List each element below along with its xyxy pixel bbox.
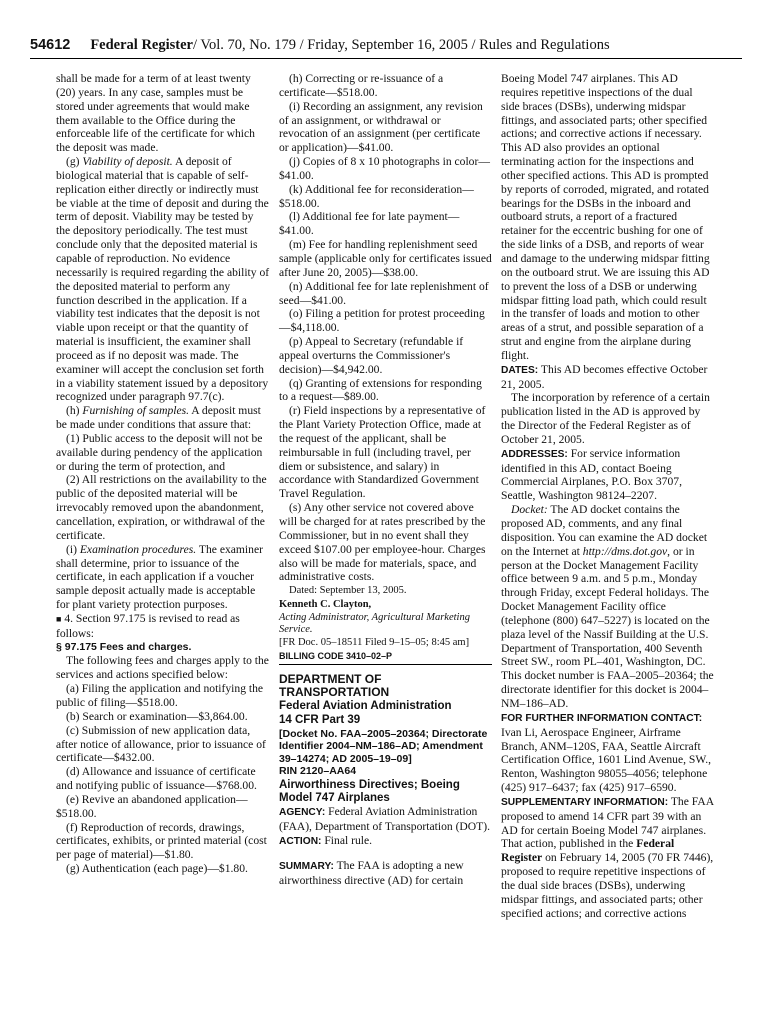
fee-item: (s) Any other service not covered above will be charged for at rates prescribed by the Commissioner, but in no event shall they exceed $107.00 per employee-hour. Charges also will be made for materials, space, and administrative costs.: [279, 501, 486, 584]
action-paragraph: ACTION: Final rule.: [279, 834, 373, 847]
square-bullet-icon: ■: [56, 613, 62, 624]
docket-url[interactable]: http://dms.dot.gov: [582, 544, 668, 558]
paragraph: (1) Public access to the deposit will not be available during pendency of the application or during the term of protection, and: [56, 431, 263, 473]
fee-item: (l) Additional fee for late payment—$41.00.: [279, 210, 460, 238]
fee-item: (a) Filing the application and notifying the public of filing—$518.00.: [56, 682, 264, 709]
label: ACTION:: [279, 836, 322, 847]
paragraph-furnishing: (h) Furnishing of samples. A deposit must be made under conditions that assure that:: [56, 404, 261, 432]
summary-paragraph: SUMMARY: The FAA is adopting a new airworthiness directive (AD) for certain: [279, 858, 464, 887]
docket-paragraph: Docket: The AD docket contains the proposed AD, comments, and any final disposition. You can examine the AD docket on the Internet at http://dms.dot.gov, or in person at the Docket Management Facility office between 9 a.m. and 5 p.m., Monday through Friday, except Federal holidays. The Docket Management Facility office (telephone (800) 647–5227) is located on the plaza level of the Nassif Building at the U.S. Department of Transportation, 400 Seventh Street SW., room PL–401, Washington, DC. This docket number is FAA–2005–20364; the directorate identifier for this docket is 2004–NM–186–AD.: [501, 503, 714, 710]
federal-register-ref: Federal Register: [501, 837, 675, 865]
label: SUPPLEMENTARY INFORMATION:: [501, 796, 669, 808]
cfr-heading: 14 CFR Part 39: [279, 714, 361, 727]
paragraph: shall be made for a term of at least twenty (20) years. In any case, samples must be stored under agreements that would make them available to the Office during the enforceable life of the certificate for which the deposit was made.: [56, 72, 255, 155]
paragraph: The following fees and charges apply to the services and actions specified below:: [56, 654, 269, 682]
column-3: [501, 72, 714, 920]
fee-item: (p) Appeal to Secretary (refundable if appeal overturns the Commissioner's decision)—$4,942.00.: [279, 335, 464, 376]
label: FOR FURTHER INFORMATION CONTACT:: [501, 712, 703, 724]
subject-heading: Airworthiness Directives; Boeing Model 747 Airplanes: [279, 779, 460, 805]
fee-item: (r) Field inspections by a representative of the Plant Variety Protection Office, made at the request of the applicant, shall be reimbursable in full (including travel, per diem or subsistence, and salary) in accordance with Standardized Government Travel Regulation.: [279, 404, 486, 501]
label: ADDRESSES:: [501, 448, 568, 460]
fee-item: (g) Authentication (each page)—$1.80.: [66, 862, 248, 876]
fee-item: (j) Copies of 8 x 10 photographs in color—$41.00.: [279, 155, 490, 182]
subheading: Viability of deposit.: [82, 155, 173, 169]
signer-name: Kenneth C. Clayton,: [279, 599, 372, 611]
label: DATES:: [501, 364, 539, 376]
label: AGENCY:: [279, 807, 326, 819]
page-number: 54612: [30, 37, 71, 53]
agency-paragraph: AGENCY: Federal Aviation Administration (FAA), Department of Transportation (DOT).: [279, 805, 491, 834]
label: SUMMARY:: [279, 860, 334, 872]
fee-item: (f) Reproduction of records, drawings, certificates, exhibits, or printed material (cost per page of material)—$1.80.: [56, 820, 267, 862]
issue-info: / Vol. 70, No. 179 / Friday, September 16, 2005 / Rules and Regulations: [193, 37, 610, 53]
paragraph-viability: (g) Viability of deposit. A deposit of biological material that is capable of self-replication either directly or indirectly must be viable at the time of deposit and during the term of deposit. Viability may be tested by the depository periodically. The test must conclude only that the deposited material is capable of reproduction. No evidence necessarily is required regarding the ability of the deposited material to perform any function described in the application. If a viability test indicates that the deposit is not viable upon receipt or that the quantity of material is insufficient, the examiner shall proceed as if no deposit was made. The examiner will accept the conclusion set forth in a viability statement issued by a depository recognized under paragraph 97.7(c).: [56, 155, 270, 404]
billing-code: BILLING CODE 3410–02–P: [279, 650, 393, 661]
fee-item: (c) Submission of new application data, after notice of allowance, prior to issuance of certificate—$432.00.: [56, 723, 266, 765]
column-1: [56, 72, 270, 876]
section-heading: § 97.175 Fees and charges.: [56, 640, 192, 653]
fee-item: (e) Revive an abandoned application—$518.00.: [56, 792, 248, 820]
contact-paragraph: FOR FURTHER INFORMATION CONTACT: Ivan Li, Aerospace Engineer, Airframe Branch, ANM–120S, FAA, Seattle Aircraft Certification Office, 1601 Lind Avenue, SW., Renton, Washington 98055–4056; telephone (425) 917–6437; fax (425) 917–6590.: [501, 712, 712, 795]
fee-item: (o) Filing a petition for protest proceeding—$4,118.00.: [279, 307, 485, 335]
fee-item: (n) Additional fee for late replenishment of seed—$41.00.: [279, 279, 489, 307]
fee-item: (b) Search or examination—$3,864.00.: [66, 709, 248, 723]
fee-item: (h) Correcting or re-issuance of a certificate—$518.00.: [279, 72, 444, 99]
fee-item: (m) Fee for handling replenishment seed sample (applicable only for certificates issued after June 20, 2005)—$38.00.: [279, 238, 492, 279]
fee-item: (d) Allowance and issuance of certificate and notifying public of issuance—$768.00.: [56, 765, 257, 793]
publication-name: Federal Register: [90, 37, 193, 53]
agency-heading: Federal Aviation Administration: [279, 700, 452, 713]
fr-doc-line: [FR Doc. 05–18511 Filed 9–15–05; 8:45 am]: [279, 636, 470, 648]
paragraph: The incorporation by reference of a certain publication listed in the AD is approved by the Director of the Federal Register as of October 21, 2005.: [501, 391, 710, 446]
dates-paragraph: DATES: This AD becomes effective October 21, 2005.: [501, 362, 708, 391]
supplementary-paragraph: SUPPLEMENTARY INFORMATION: The FAA proposed to amend 14 CFR part 39 with an AD for certain Boeing Model 747 airplanes. That action, published in the Federal Register on February 14, 2005 (70 FR 7446), proposed to require repetitive inspections of the dual side braces (DSBs), underwing midspar fittings, and associated parts; other specified actions; and corrective actions: [501, 794, 714, 920]
subheading: Furnishing of samples.: [82, 404, 190, 418]
dated-line: Dated: September 13, 2005.: [289, 585, 407, 597]
fee-item: (q) Granting of extensions for responding to a request—$89.00.: [279, 376, 482, 404]
fee-item: (k) Additional fee for reconsideration—$518.00.: [279, 182, 474, 210]
paragraph-examination: (i) Examination procedures. The examiner shall determine, prior to issuance of the certificate, in each application if a voucher sample deposit actually made is acceptable for plant variety protection purposes.: [56, 542, 263, 612]
page-header: [30, 36, 742, 59]
subheading: Examination procedures.: [79, 542, 197, 556]
paragraph: Boeing Model 747 airplanes. This AD requires repetitive inspections of the dual side braces (DSBs), underwing midspar fittings, and associated parts; other specified actions; and corrective actions if necessary. This AD also provides an optional terminating action for the inspections and other specified actions. This AD is prompted by reports of corroded, migrated, and rotated bearings for the DSBs in the inboard and outboard struts, a report of a fractured retainer for the eccentric bushing for one of the side links of a DSB, and reports of wear and damage to the underwing midspar fitting on the outboard strut. We are issuing this AD to prevent the loss of a DSB or underwing midspar fitting load path, which could result in the transfer of loads and motion to other areas of a strut, and possible separation of a strut and engine from the airplane during flight.: [501, 72, 710, 362]
fee-item: (i) Recording an assignment, any revision of an assignment, or withdrawal or revocation of an assignment (per certificate or application)—$41.00.: [279, 99, 483, 155]
amendment-instruction: ■ 4. Section 97.175 is revised to read as follows:: [56, 611, 240, 640]
subheading: Docket:: [511, 503, 548, 517]
department-heading: DEPARTMENT OF TRANSPORTATION: [279, 664, 492, 701]
signer-title: Acting Administrator, Agricultural Marketing Service.: [279, 611, 470, 635]
addresses-paragraph: ADDRESSES: For service information identified in this AD, contact Boeing Commercial Airplanes, P.O. Box 3707, Seattle, Washington 98124–2207.: [501, 446, 682, 503]
paragraph: (2) All restrictions on the availability to the public of the deposited material will be irrevocably removed upon the abandonment, cancellation, expiration, or withdrawal of the certificate.: [56, 473, 267, 542]
rin-heading: RIN 2120–AA64: [279, 765, 357, 778]
column-2: [279, 72, 492, 888]
docket-heading: [Docket No. FAA–2005–20364; Directorate Identifier 2004–NM–186–AD; Amendment 39–14274; AD 2005–19–09]: [279, 727, 488, 765]
